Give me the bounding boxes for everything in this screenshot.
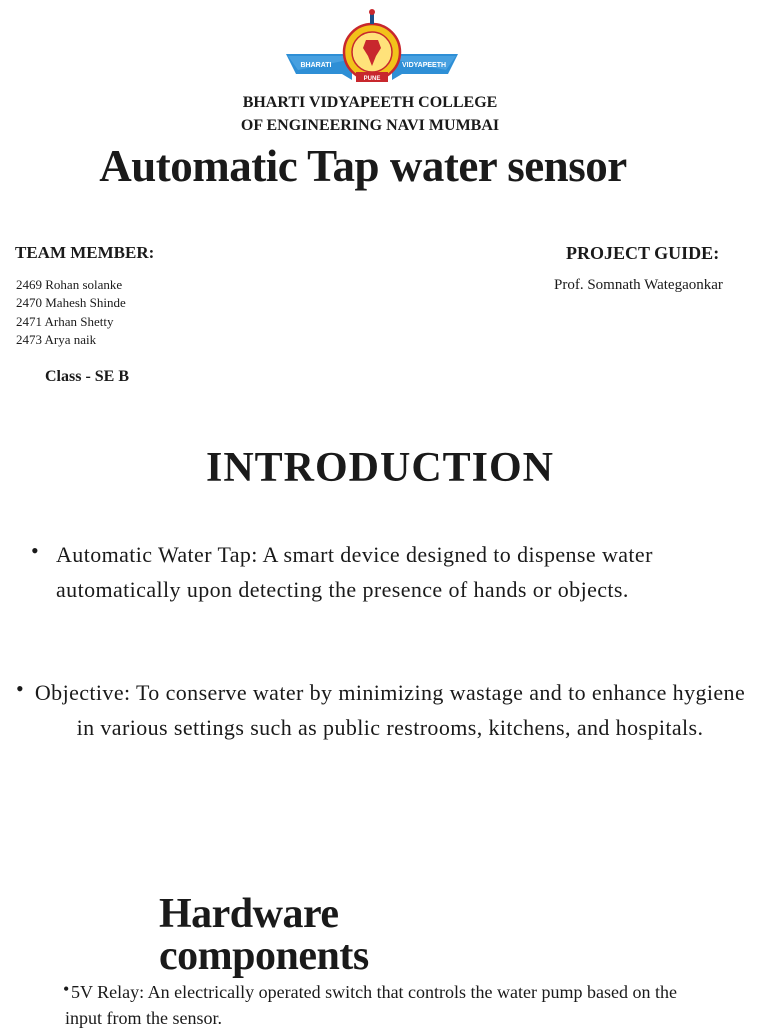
intro-bullet-text: Automatic Water Tap: A smart device designed to dispense water automatically upon detecting the presence of hands or objects.	[56, 542, 653, 602]
team-member-list	[16, 276, 126, 349]
college-name-line2: OF ENGINEERING NAVI MUMBAI	[240, 117, 500, 134]
logo-text-left: BHARATI	[300, 62, 332, 69]
class-label: Class - SE B	[45, 368, 130, 385]
team-member: 2471 Arhan Shetty	[16, 313, 114, 329]
logo-text-bottom: PUNE	[363, 76, 381, 82]
team-member-label: TEAM MEMBER:	[15, 243, 155, 262]
hardware-item-text: 5V Relay: An electrically operated switch that controls the water pump based on the input from the sensor.	[65, 982, 677, 1028]
introduction-heading: INTRODUCTION	[205, 445, 555, 491]
bullet-icon: •	[31, 538, 39, 563]
bullet-icon: •	[16, 676, 24, 701]
bullet-icon: •	[63, 979, 70, 999]
college-name-line1: BHARTI VIDYAPEETH COLLEGE	[242, 94, 498, 111]
logo-text-right: VIDYAPEETH	[401, 62, 447, 69]
intro-bullet-text: Objective: To conserve water by minimizing wastage and to enhance hygiene in various settings such as public restrooms, kitchens, and hospitals.	[34, 680, 746, 740]
team-member: 2469 Rohan solanke	[16, 277, 123, 292]
college-logo-icon	[284, 8, 460, 90]
team-member: 2473 Arya naik	[16, 331, 97, 347]
project-guide-name: Prof. Somnath Wategaonkar	[554, 277, 723, 293]
project-guide-label: PROJECT GUIDE:	[566, 243, 720, 263]
hardware-components-heading: Hardware components	[159, 891, 369, 979]
team-member: 2470 Mahesh Shinde	[16, 295, 126, 311]
project-title: Automatic Tap water sensor	[99, 141, 627, 191]
